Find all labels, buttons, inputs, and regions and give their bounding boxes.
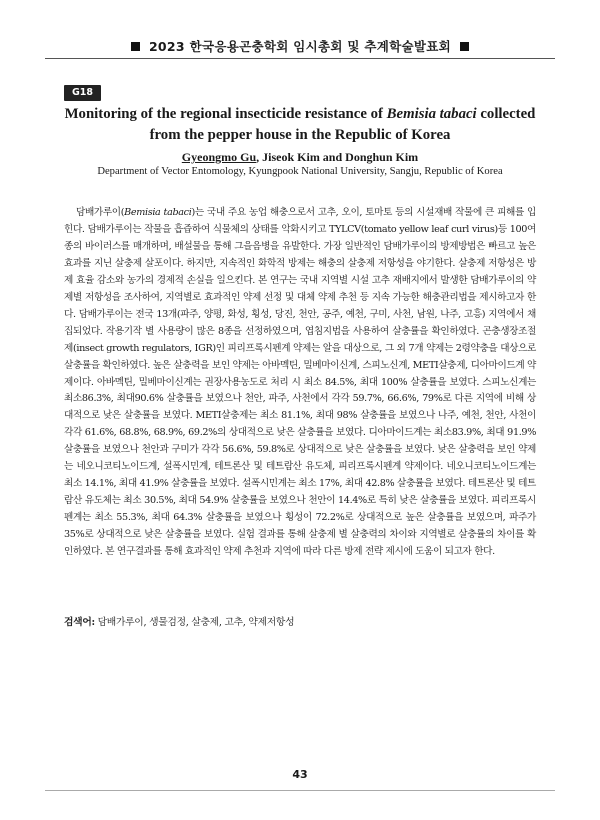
abstract-species: Bemisia tabaci [124, 207, 192, 218]
header-year: 2023 [148, 39, 185, 54]
abstract-code-badge: G18 [64, 85, 101, 101]
header-divider [45, 58, 555, 59]
abstract-body [64, 205, 536, 561]
header-title: 한국응용곤충학회 임시총회 및 추계학술발표회 [189, 39, 452, 54]
square-bullet-icon [460, 42, 469, 51]
keywords-list: 담배가루이, 생물검정, 살충제, 고추, 약제저항성 [94, 617, 295, 628]
title-part1: Monitoring of the regional insecticide resistance of [64, 106, 387, 122]
coauthors: , Jiseok Kim and Donghun Kim [256, 150, 419, 164]
keywords-label: 검색어: [64, 617, 95, 628]
title-part2: collected from the pepper house in the Republic of Korea [149, 106, 536, 143]
paper-title [50, 104, 550, 146]
title-species: Bemisia tabaci [386, 106, 477, 122]
abstract-start: 담배가루이( [76, 207, 125, 218]
proceedings-header [0, 37, 600, 55]
keywords-line [64, 614, 536, 628]
affiliation: Department of Vector Entomology, Kyungpook National University, Sangju, Republic of Korea [97, 166, 503, 177]
authors-line [0, 150, 600, 165]
square-bullet-icon [131, 42, 140, 51]
presenting-author: Gyeongmo Gu [181, 150, 257, 164]
page-number: 43 [292, 768, 308, 781]
abstract-text: )는 국내 주요 농업 해충으로서 고추, 오이, 토마토 등의 시설재배 작물에 큰 피해를 입힌다. 담배가루이는 작물을 흡즙하여 식물체의 상태를 악화시키고 TYLCV(tomato yellow leaf curl virus)등 100여 종의 바이러스를 매개하며, 배설물을 통해 그을음병을 유발한다. 가장 일반적인 담배가루이의 방제방법은 빠르고 높은 효과를 지닌 살충제 살포이다. 하지만, 지속적인 화학적 방제는 해충의 살충제 저항성을 야기한다. 살충제 저항성은 방제 효율 감소와 농가의 경제적 손실을 일으킨다. 본 연구는 국내 지역별 시설 고추 재배지에서 발생한 담배가루이의 약제별 저항성을 조사하여, 지역별로 효과적인 약제 선정 및 대체 약제 추천 등 지속 가능한 해충관리법을 제시하고자 한다. 담배가루이는 전국 13개(파주, 양평, 화성, 횡성, 당진, 천안, 공주, 예천, 구미, 사천, 남원, 나주, 고흥) 지역에서 채집되었다. 작용기작 별 사용량이 많은 8종을 선정하였으며, 엽침지법을 사용하여 살충률을 확인하였다. 곤충생장조절제(insect growth regulators, IGR)인 피리프록시펜계 약제는 알을 대상으로, 그 외 7개 약제는 2령약충을 대상으로 살충률을 확인하였다. 높은 살충력을 보인 약제는 아바멕틴, 밀베마이신계, 스피노신계, METI살충제, 디아마이드계 약제이다. 아바멕틴, 밀베마이신계는 권장사용농도로 처리 시 최소 84.5%, 최대 100% 살충률을 보였다. 스피노신계는 최소86.3%, 최대90.6% 살충률을 보였으나 천안, 파주, 사천에서 각각 59.7%, 66.6%, 79%로 다른 지역에 비해 상대적으로 낮은 살충률을 보였다. METI살충제는 최소 81.1%, 최대 98% 살충률을 보였으나 나주, 예천, 천안, 사천이 각각 61.6%, 68.8%, 68.9%, 69.2%의 상대적으로 낮은 살충률을 보였다. 디아마이드계는 최소83.9%, 최대 91.9% 살충률을 보였으나 천안과 구미가 각각 56.6%, 59.8%로 상대적으로 낮은 살충률을 보였다. 낮은 살충력을 보인 약제는 네오니코티노이드계, 설폭시민계, 테트론산 및 테트람산 유도체, 피리프록시펜계 약제이다. 네오니코티노이드계는 최소 14.1%, 최대 41.9% 살충률을 보였다. 설폭시민계는 최소 17%, 최대 42.8% 살충률을 보였다. 테트론산 및 테트람산 유도체는 최소 30.5%, 최대 54.9% 살충률을 보였으나 천안이 14.4%로 특히 낮은 살충률을 보였다. 피리프록시펜계는 최소 55.3%, 최대 64.3% 살충률을 보였으나 횡성이 72.2%로 상대적으로 높은 살충률을 보였으며, 파주가 35%로 상대적으로 낮은 살충률을 보였다. 실험 결과를 통해 살충제 별 살충력의 차이와 지역별로 살충률의 차이를 확인하였다. 본 연구결과를 통해 효과적인 약제 추천과 지역에 따라 다른 방제 전략 제시에 도움이 되고자 한다. [64, 207, 536, 558]
footer-divider [45, 790, 555, 791]
